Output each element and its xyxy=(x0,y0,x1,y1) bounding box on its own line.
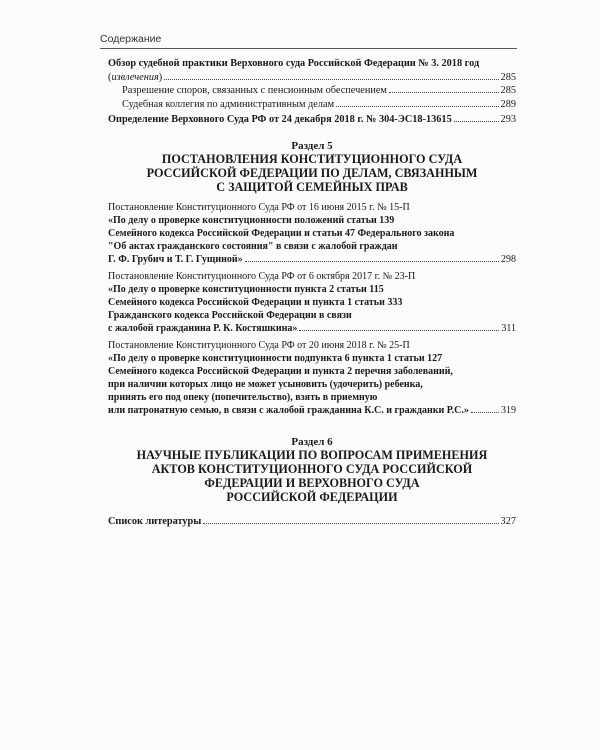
page-number: 285 xyxy=(500,85,516,97)
dot-leader xyxy=(164,79,498,80)
section-number: Раздел 6 xyxy=(291,436,333,449)
toc-italic-note: извлечения xyxy=(111,71,159,83)
toc-entry-line: Обзор судебной практики Верховного суда Российской Федерации № 3. 2018 год xyxy=(108,58,480,69)
page-number: 298 xyxy=(501,254,516,266)
page-number: 327 xyxy=(500,515,516,527)
dot-leader xyxy=(454,121,499,122)
page-number: 289 xyxy=(500,98,516,110)
toc-entry: Постановление Конституционного Суда РФ от 16 июня 2015 г. № 15-П «По делу о проверке конституционности положений статьи 139 Семейного кодекса Российской Федерации и статьи 47 Федерального закона "Об актах гражданского состояния" в связи с жалобой граждан Г. Ф. Грубич и Т. Г. Гущиной» 298 xyxy=(108,202,516,266)
dot-leader xyxy=(471,412,499,413)
section-number: Раздел 5 xyxy=(291,139,333,152)
header-rule xyxy=(100,48,517,49)
dot-leader xyxy=(336,106,498,107)
page-number: 285 xyxy=(500,71,516,83)
toc-entry-ruling: Определение Верховного Суда РФ от 24 декабря 2018 г. № 304-ЭС18-13615 293 xyxy=(108,114,516,126)
toc-subentry: Разрешение споров, связанных с пенсионным обеспечением 285 xyxy=(122,85,516,97)
page-number: 319 xyxy=(501,405,516,417)
page-number: 293 xyxy=(500,114,516,126)
toc-entry: Постановление Конституционного Суда РФ от 20 июня 2018 г. № 25-П «По делу о проверке конституционности подпункта 6 пункта 1 статьи 127 Семейного кодекса Российской Федерации и пункта 2 перечня заболеваний, при наличии которых лицо не может усыновить (удочерить) ребенка, принять его под опеку (попечительство), взять в приемную или патронатную семью, в связи с жалобой гражданина К.С. и гражданки Р.С.» 319 xyxy=(108,340,516,417)
section-title: ПОСТАНОВЛЕНИЯ КОНСТИТУЦИОННОГО СУДА РОССИЙСКОЙ ФЕДЕРАЦИИ ПО ДЕЛАМ, СВЯЗАННЫМ С ЗАЩИТОЙ СЕМЕЙНЫХ ПРАВ xyxy=(146,151,478,194)
dot-leader xyxy=(245,261,499,262)
page-number: 311 xyxy=(501,323,516,335)
section-title: НАУЧНЫЕ ПУБЛИКАЦИИ ПО ВОПРОСАМ ПРИМЕНЕНИЯ АКТОВ КОНСТИТУЦИОННОГО СУДА РОССИЙСКОЙ ФЕДЕРАЦИИ И ВЕРХОВНОГО СУДА РОССИЙСКОЙ ФЕДЕРАЦИИ xyxy=(136,448,488,504)
toc-entry: Постановление Конституционного Суда РФ от 6 октября 2017 г. № 23-П «По делу о проверке конституционности пункта 2 статьи 115 Семейного кодекса Российской Федерации и пункта 1 статьи 333 Гражданского кодекса Российской Федерации в связи с жалобой гражданина Р. К. Костяшкина» 311 xyxy=(108,271,516,335)
table-of-contents xyxy=(108,57,516,528)
dot-leader xyxy=(203,523,498,524)
toc-entry: Список литературы 327 xyxy=(108,515,516,527)
running-head: Содержание xyxy=(100,33,162,45)
dot-leader xyxy=(389,92,499,93)
toc-entry-review xyxy=(108,57,516,84)
dot-leader xyxy=(299,330,499,331)
toc-subentry: Судебная коллегия по административным делам 289 xyxy=(122,98,516,110)
toc-entry-line: ( извлечения ) 285 xyxy=(108,71,516,83)
